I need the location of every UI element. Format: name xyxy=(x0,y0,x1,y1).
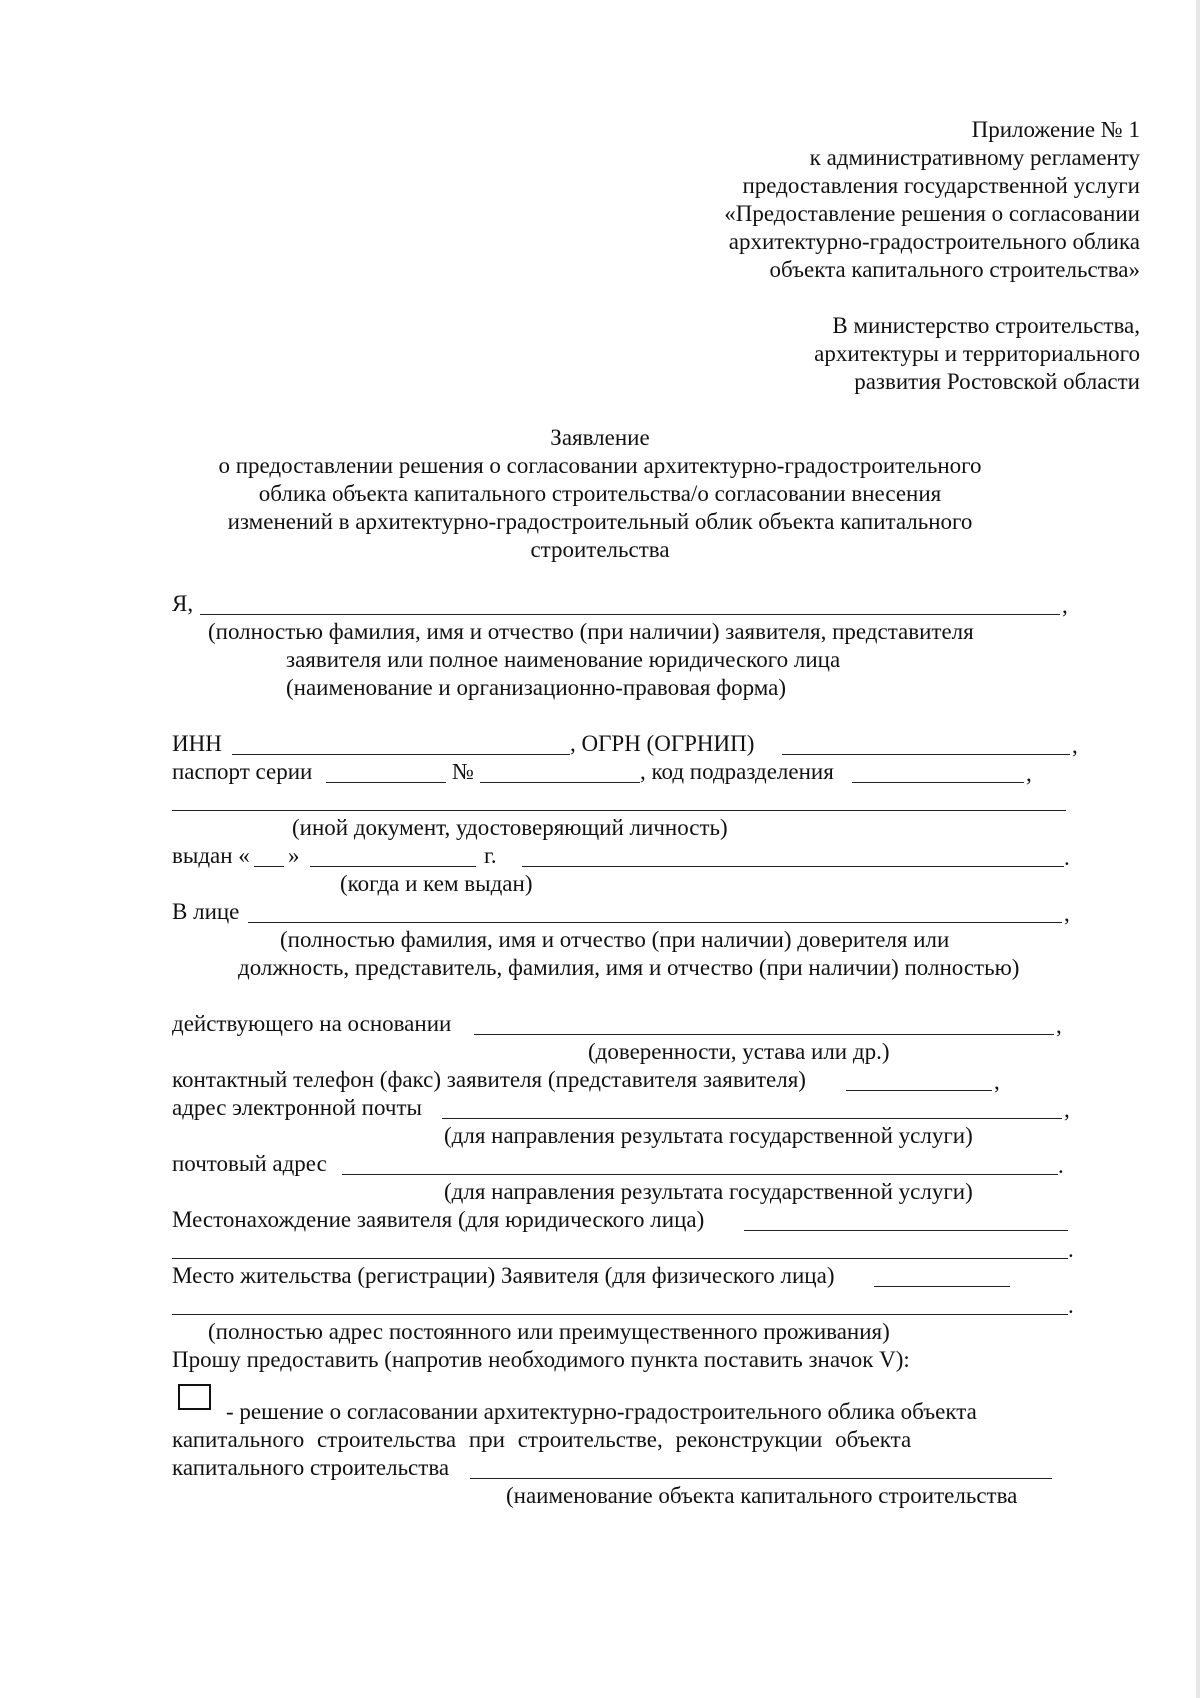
email-hint: (для направления результата государственной услуги) xyxy=(444,1123,973,1148)
representative-hint-2: должность, представитель, фамилия, имя и отчество (при наличии) полностью) xyxy=(238,955,1020,980)
phone-label: контактный телефон (факс) заявителя (представителя заявителя) xyxy=(172,1067,806,1092)
issued-label: выдан « xyxy=(172,843,250,868)
residence-field[interactable] xyxy=(874,1286,1010,1287)
postal-address-label: почтовый адрес xyxy=(172,1151,327,1176)
issued-day-field[interactable] xyxy=(254,866,284,867)
division-code-comma: , xyxy=(1026,761,1032,786)
appendix-line-2: к административному регламенту xyxy=(809,145,1140,170)
option-1-line-1: - решение о согласовании архитектурно-градостроительного облика объекта xyxy=(226,1399,977,1424)
issued-quote-close: » xyxy=(288,843,300,868)
residence-field-continued[interactable] xyxy=(172,1314,1068,1315)
issued-by-field[interactable] xyxy=(522,866,1064,867)
location-label: Местонахождение заявителя (для юридического лица) xyxy=(172,1207,705,1232)
title-line-3: изменений в архитектурно-градостроительный облик объекта капитального xyxy=(227,509,973,534)
passport-label: паспорт серии xyxy=(172,759,313,784)
postal-address-hint: (для направления результата государственной услуги) xyxy=(444,1179,973,1204)
basis-comma: , xyxy=(1056,1013,1062,1038)
email-comma: , xyxy=(1064,1097,1070,1122)
location-field-continued[interactable] xyxy=(172,1258,1068,1259)
passport-number-label: № xyxy=(452,759,474,784)
document-title: Заявление xyxy=(550,425,650,450)
basis-field[interactable] xyxy=(474,1034,1054,1035)
other-document-hint: (иной документ, удостоверяющий личность) xyxy=(292,815,728,840)
addressee-line-3: развития Ростовской области xyxy=(854,369,1140,394)
division-code-label: , код подразделения xyxy=(640,759,834,784)
issued-year-label: г. xyxy=(484,843,497,868)
phone-comma: , xyxy=(994,1069,1000,1094)
location-field[interactable] xyxy=(744,1230,1068,1231)
appendix-line-5: архитектурно-градостроительного облика xyxy=(728,229,1140,254)
option-1-line-2: капитального строительства при строительстве, реконструкции объекта xyxy=(172,1427,912,1452)
applicant-hint-3: (наименование и организационно-правовая форма) xyxy=(286,675,787,700)
location-dot: . xyxy=(1068,1237,1074,1262)
applicant-label: Я, xyxy=(172,591,194,616)
title-line-1: о предоставлении решения о согласовании архитектурно-градостроительного xyxy=(218,453,982,478)
appendix-line-3: предоставления государственной услуги xyxy=(742,173,1140,198)
title-line-2: облика объекта капитального строительства/о согласовании внесения xyxy=(258,481,942,506)
phone-field[interactable] xyxy=(846,1090,992,1091)
issued-dot: . xyxy=(1064,845,1070,870)
inn-field[interactable] xyxy=(232,754,570,755)
passport-series-field[interactable] xyxy=(326,782,446,783)
applicant-hint-2: заявителя или полное наименование юридического лица xyxy=(286,647,841,672)
appendix-line-6: объекта капитального строительства» xyxy=(769,257,1140,282)
basis-hint: (доверенности, устава или др.) xyxy=(588,1039,890,1064)
representative-hint-1: (полностью фамилия, имя и отчество (при наличии) доверителя или xyxy=(280,927,950,952)
email-field[interactable] xyxy=(442,1118,1062,1119)
postal-address-field[interactable] xyxy=(342,1174,1058,1175)
title-line-4: строительства xyxy=(530,537,670,562)
ogrn-comma: , xyxy=(1072,733,1078,758)
division-code-field[interactable] xyxy=(852,782,1024,783)
passport-number-field[interactable] xyxy=(480,782,640,783)
issued-hint: (когда и кем выдан) xyxy=(340,871,533,896)
addressee-line-2: архитектуры и территориального xyxy=(814,341,1140,366)
issued-month-field[interactable] xyxy=(310,866,476,867)
other-document-field[interactable] xyxy=(172,810,1066,811)
applicant-comma: , xyxy=(1062,593,1068,618)
applicant-hint-1: (полностью фамилия, имя и отчество (при наличии) заявителя, представителя xyxy=(208,619,974,644)
basis-label: действующего на основании xyxy=(172,1011,452,1036)
applicant-name-field[interactable] xyxy=(200,614,1060,615)
representative-comma: , xyxy=(1064,901,1070,926)
addressee-line-1: В министерство строительства, xyxy=(832,313,1140,338)
appendix-number: Приложение № 1 xyxy=(971,117,1140,142)
residence-label: Место жительства (регистрации) Заявителя (для физического лица) xyxy=(172,1263,835,1288)
ogrn-label: , ОГРН (ОГРНИП) xyxy=(570,731,755,756)
representative-label: В лице xyxy=(172,899,240,924)
ogrn-field[interactable] xyxy=(782,754,1070,755)
email-label: адрес электронной почты xyxy=(172,1095,422,1120)
representative-field[interactable] xyxy=(248,922,1062,923)
residence-hint: (полностью адрес постоянного или преимущественного проживания) xyxy=(208,1319,890,1344)
request-intro: Прошу предоставить (напротив необходимого пункта поставить значок V): xyxy=(172,1347,910,1372)
option-1-line-3: капитального строительства xyxy=(172,1455,450,1480)
inn-label: ИНН xyxy=(172,731,222,756)
construction-object-hint: (наименование объекта капитального строительства xyxy=(506,1483,1018,1508)
postal-address-dot: . xyxy=(1058,1153,1064,1178)
construction-object-field[interactable] xyxy=(470,1478,1052,1479)
option-1-checkbox[interactable] xyxy=(178,1384,211,1410)
appendix-line-4: «Предоставление решения о согласовании xyxy=(724,201,1140,226)
residence-dot: . xyxy=(1068,1293,1074,1318)
